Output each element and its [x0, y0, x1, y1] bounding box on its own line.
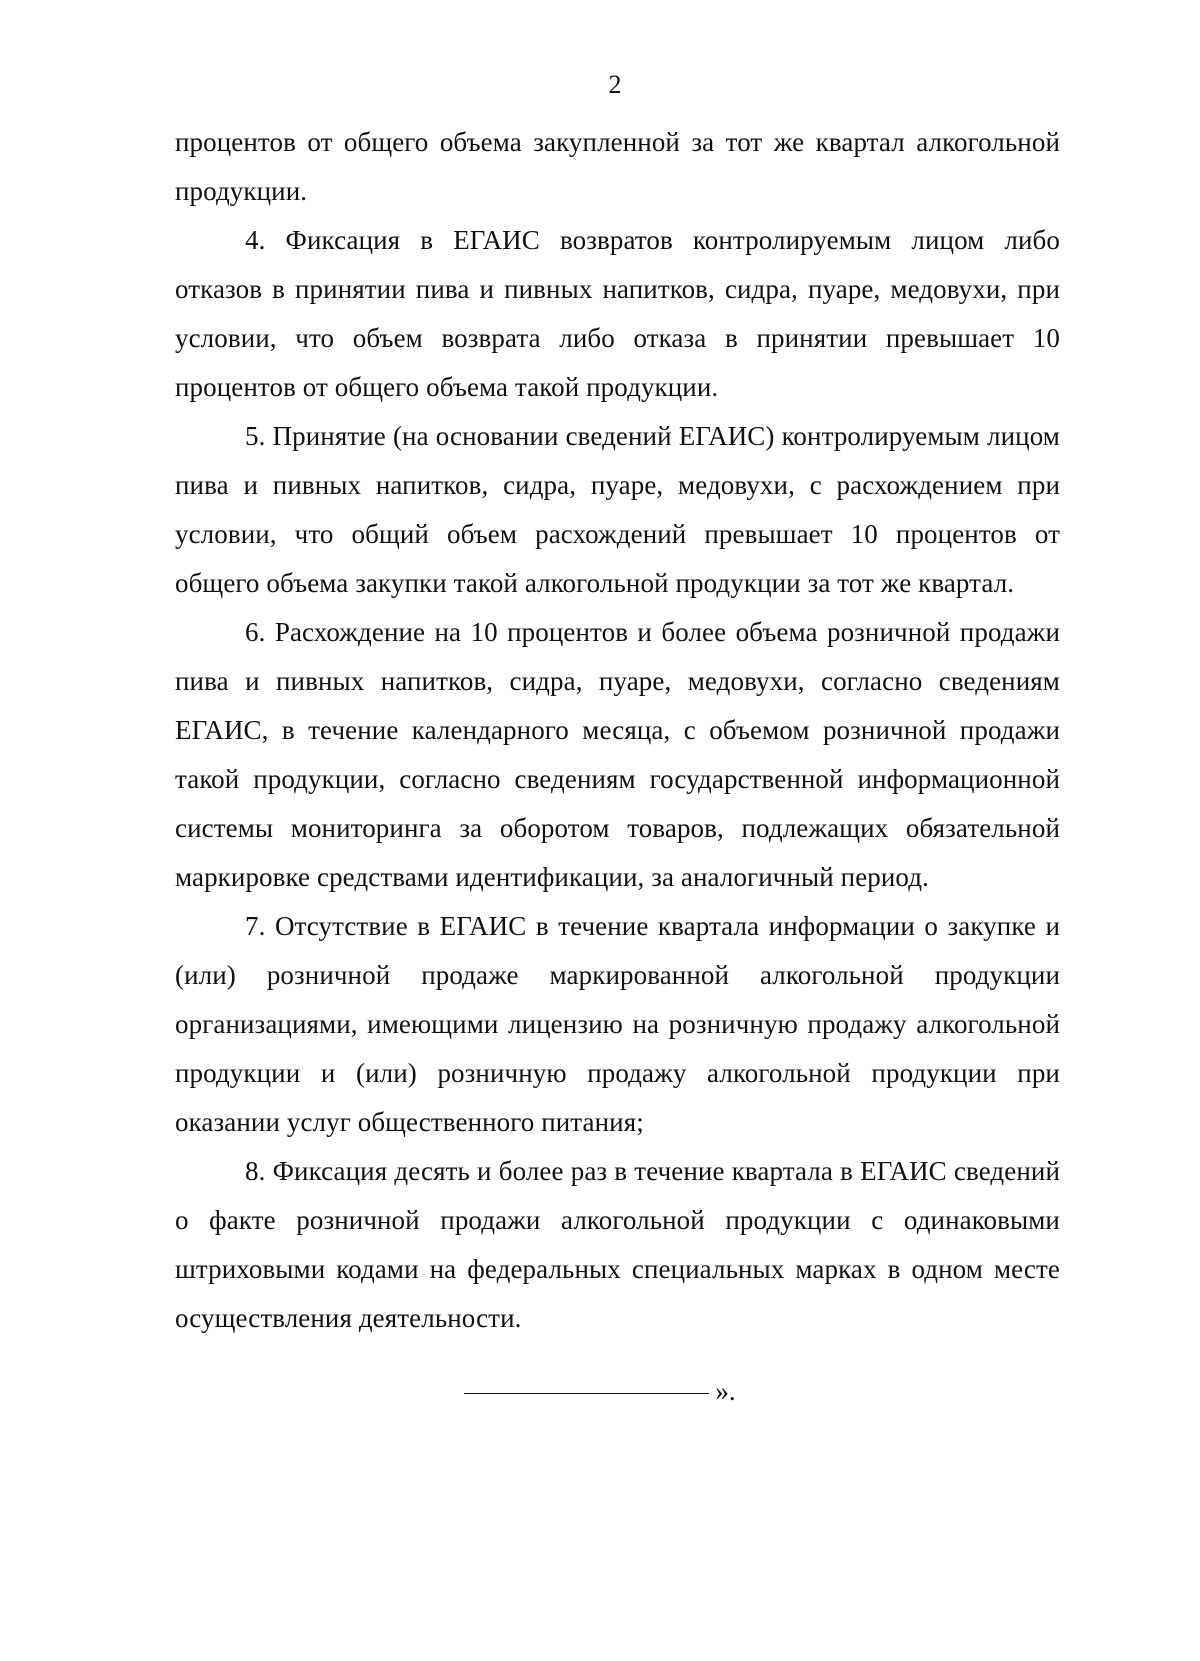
paragraph-item-6: 6. Расхождение на 10 процентов и более объема розничной продажи пива и пивных напитков, сидра, пуаре, медовухи, согласно сведениям ЕГАИС, в течение календарного месяца, с объемом розничной продажи такой продукции, согласно сведениям государственной информационной системы мониторинга за оборотом товаров, подлежащих обязательной маркировке средствами идентификации, за аналогичный период.	[175, 617, 1060, 892]
paragraph-item-5: 5. Принятие (на основании сведений ЕГАИС) контролируемым лицом пива и пивных напитков, сидра, пуаре, медовухи, с расхождением при условии, что общий объем расхождений превышает 10 процентов от общего объема закупки такой алкогольной продукции за тот же квартал.	[175, 421, 1060, 598]
paragraph-item-8: 8. Фиксация десять и более раз в течение квартала в ЕГАИС сведений о факте розничной продажи алкогольной продукции с одинаковыми штриховыми кодами на федеральных специальных марках в одном месте осуществления деятельности.	[175, 1156, 1060, 1333]
document-body	[175, 118, 1060, 1343]
closing-block	[0, 1375, 1200, 1407]
closing-quote-mark: ».	[715, 1376, 736, 1406]
page-number: 2	[608, 70, 622, 99]
paragraph-continuation: процентов от общего объема закупленной за тот же квартал алкогольной продукции.	[175, 127, 1060, 206]
closing-rule	[464, 1393, 709, 1394]
paragraph-item-7: 7. Отсутствие в ЕГАИС в течение квартала информации о закупке и (или) розничной продаже маркированной алкогольной продукции организациями, имеющими лицензию на розничную продажу алкогольной продукции и (или) розничную продажу алкогольной продукции при оказании услуг общественного питания;	[175, 911, 1060, 1137]
paragraph-item-4: 4. Фиксация в ЕГАИС возвратов контролируемым лицом либо отказов в принятии пива и пивных напитков, сидра, пуаре, медовухи, при условии, что объем возврата либо отказа в принятии превышает 10 процентов от общего объема такой продукции.	[175, 225, 1060, 402]
